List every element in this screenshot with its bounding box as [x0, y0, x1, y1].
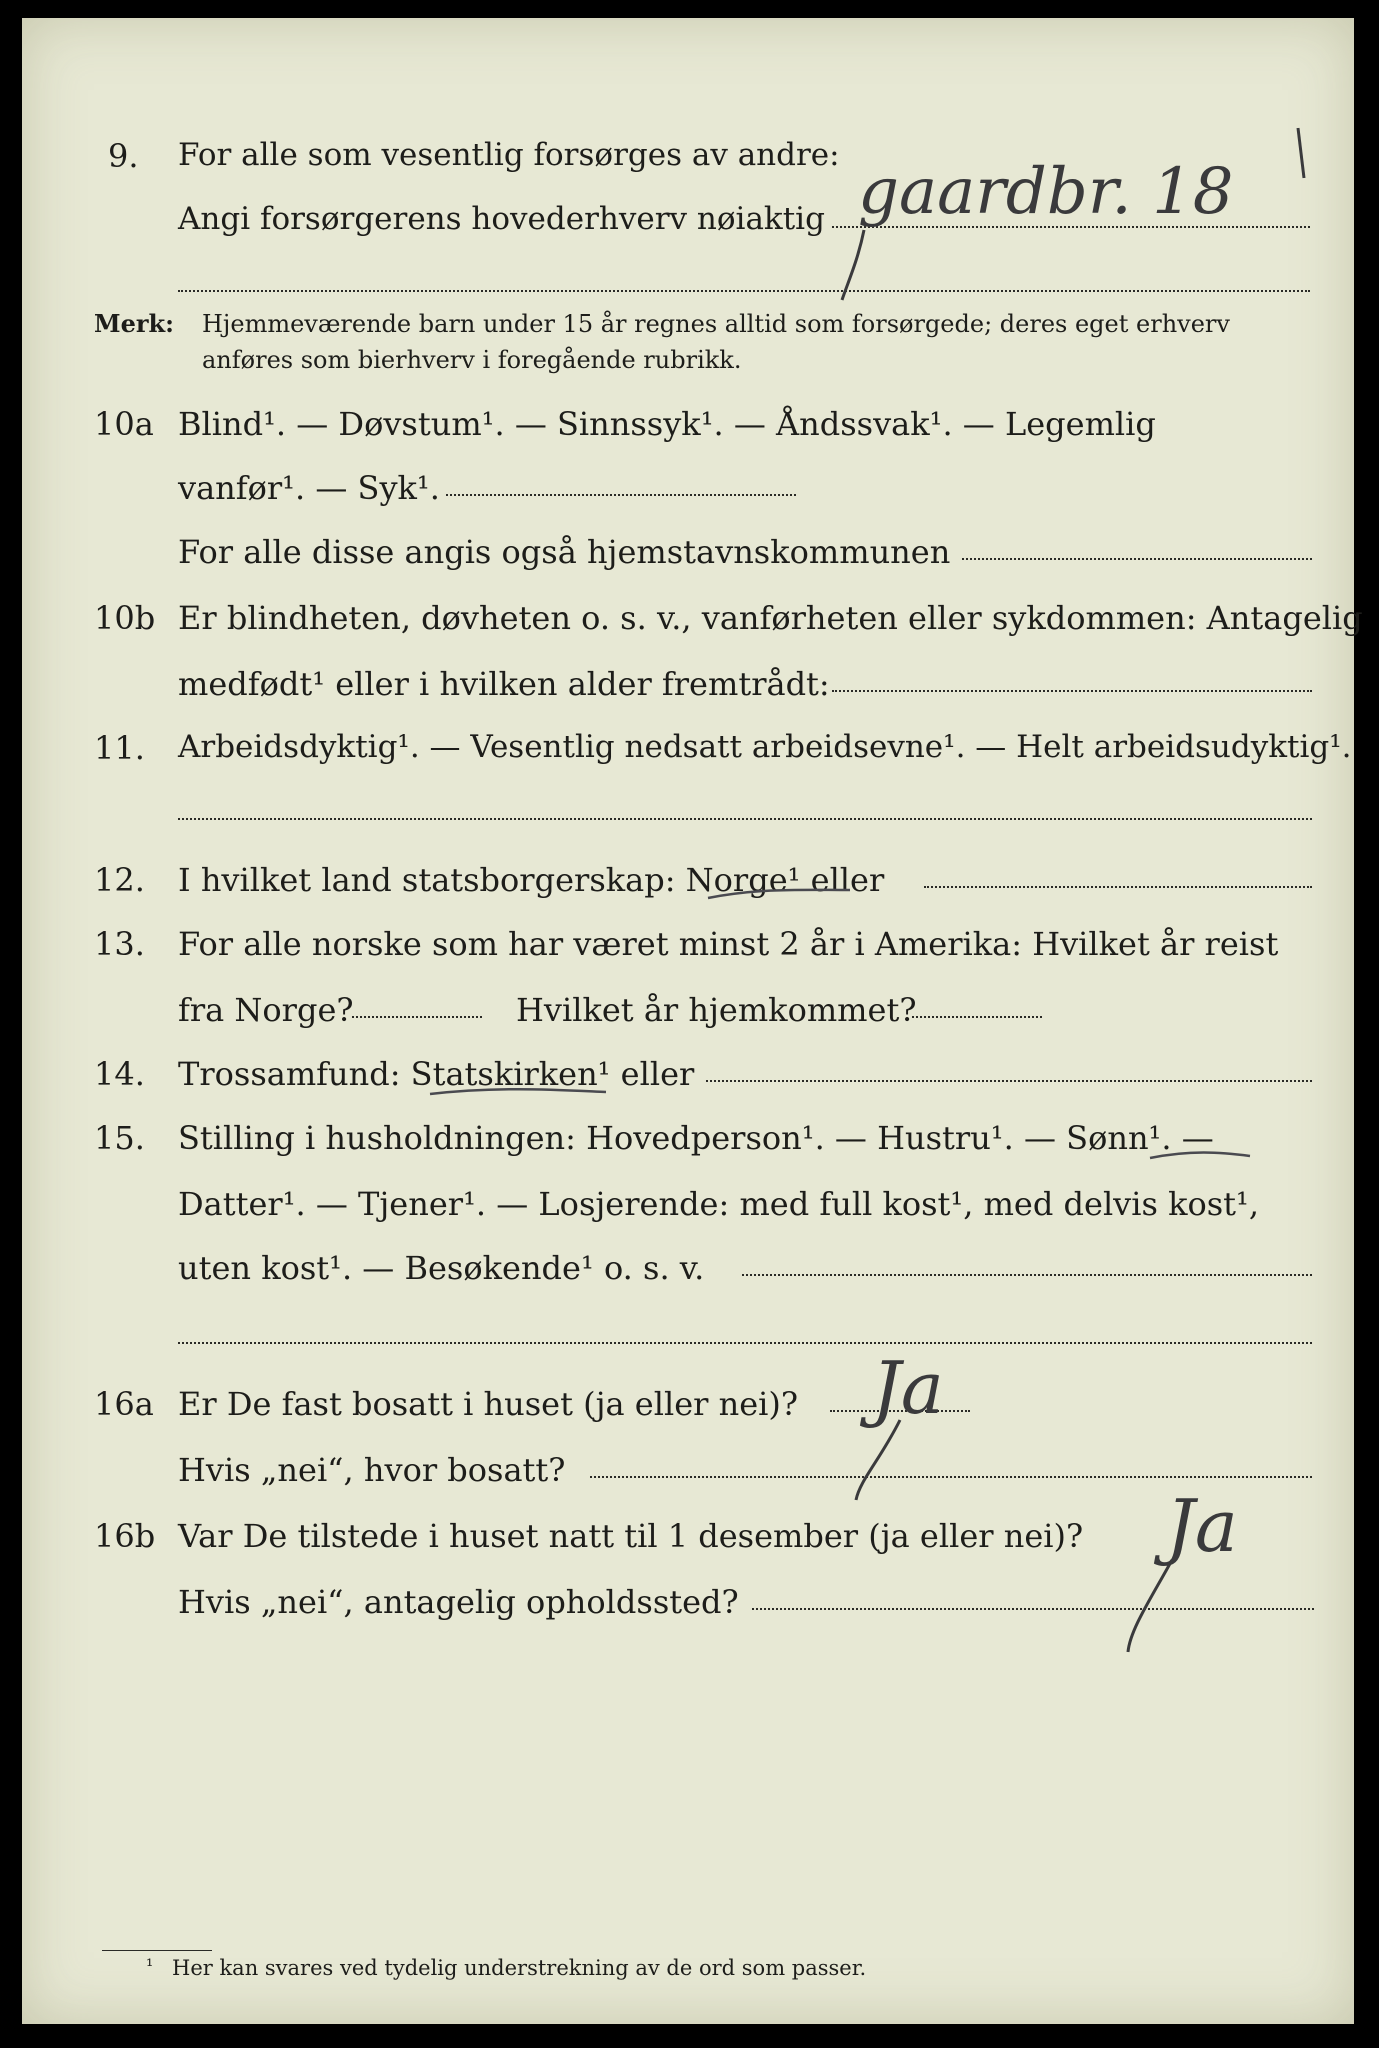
q13-line2b: Hvilket år hjemkommet? [516, 991, 917, 1029]
q10a-line1: Blind¹. — Døvstum¹. — Sinnssyk¹. — Åndssvak¹. — Legemlig [178, 405, 1156, 443]
q10a-syk-line [446, 494, 796, 496]
footnote-text: Her kan svares ved tydelig understrekning av de ord som passer. [172, 1956, 867, 1980]
q16a-number: 16a [94, 1385, 154, 1423]
q15-line1: Stilling i husholdningen: Hovedperson¹. — Hustru¹. — Sønn¹. — [178, 1119, 1214, 1157]
q16a-line1: Er De fast bosatt i huset (ja eller nei)? [178, 1385, 799, 1423]
q13-number: 13. [94, 925, 145, 963]
q14-number: 14. [94, 1055, 145, 1093]
q13-line1: For alle norske som har været minst 2 år i Amerika: Hvilket år reist [178, 925, 1279, 963]
q13-line2a: fra Norge? [178, 991, 354, 1029]
merk-line1: Hjemmeværende barn under 15 år regnes alltid som forsørgede; deres eget erhverv [202, 310, 1230, 338]
q12-answer-line [924, 886, 1312, 888]
q14-line1: Trossamfund: Statskirken¹ eller [178, 1055, 695, 1093]
q9-line2: Angi forsørgerens hovederhverv nøiaktig [178, 201, 825, 237]
q9-line1: For alle som vesentlig forsørges av andre: [178, 137, 840, 173]
q11-answer-line [178, 818, 1312, 820]
merk-label: Merk: [94, 309, 174, 338]
q9-handwritten-answer: gaardbr. 18 [858, 155, 1234, 229]
q10a-number: 10a [94, 405, 154, 443]
q16b-line1: Var De tilstede i huset natt til 1 desember (ja eller nei)? [178, 1517, 1084, 1555]
q13-reist-line [352, 1016, 482, 1018]
merk-line2: anføres som bierhverv i foregående rubrikk. [202, 346, 742, 374]
q16b-handwritten-answer: Ja [1166, 1484, 1238, 1568]
q9-extra-line [178, 290, 1310, 292]
q16b-number: 16b [94, 1517, 156, 1555]
q16b-opholdssted-line [752, 1608, 1314, 1610]
q10b-line2: medfødt¹ eller i hvilken alder fremtrådt: [178, 665, 830, 703]
footnote-rule [102, 1950, 212, 1951]
q10b-answer-line [832, 690, 1312, 692]
q16a-handwritten-answer: Ja [872, 1346, 944, 1430]
q14-answer-line [706, 1080, 1312, 1082]
q16a-line2: Hvis „nei“, hvor bosatt? [178, 1451, 566, 1489]
q13-hjemkommet-line [912, 1016, 1042, 1018]
q15-number: 15. [94, 1119, 145, 1157]
q15-line2: Datter¹. — Tjener¹. — Losjerende: med full kost¹, med delvis kost¹, [178, 1185, 1260, 1223]
q15-line3: uten kost¹. — Besøkende¹ o. s. v. [178, 1249, 705, 1287]
q15-extra-line [178, 1342, 1312, 1344]
q16b-line2: Hvis „nei“, antagelig opholdssted? [178, 1583, 739, 1621]
q11-line1: Arbeidsdyktig¹. — Vesentlig nedsatt arbeidsevne¹. — Helt arbeidsudyktig¹. [178, 729, 1352, 765]
q11-number: 11. [94, 729, 145, 767]
q16a-bosatt-line [590, 1476, 1312, 1478]
q9-number: 9. [108, 137, 139, 175]
q10b-line1: Er blindheten, døvheten o. s. v., vanførheten eller sykdommen: Antagelig [178, 599, 1363, 637]
q10b-number: 10b [94, 599, 156, 637]
q12-number: 12. [94, 861, 145, 899]
q12-line1: I hvilket land statsborgerskap: Norge¹ eller [178, 861, 885, 899]
q15-answer-line [742, 1274, 1312, 1276]
q10a-line2: vanfør¹. — Syk¹. [178, 469, 440, 507]
q10a-hjemstavn-line [962, 558, 1312, 560]
q10a-line3: For alle disse angis også hjemstavnskommunen [178, 533, 951, 571]
footnote-mark: ¹ [146, 1956, 154, 1977]
